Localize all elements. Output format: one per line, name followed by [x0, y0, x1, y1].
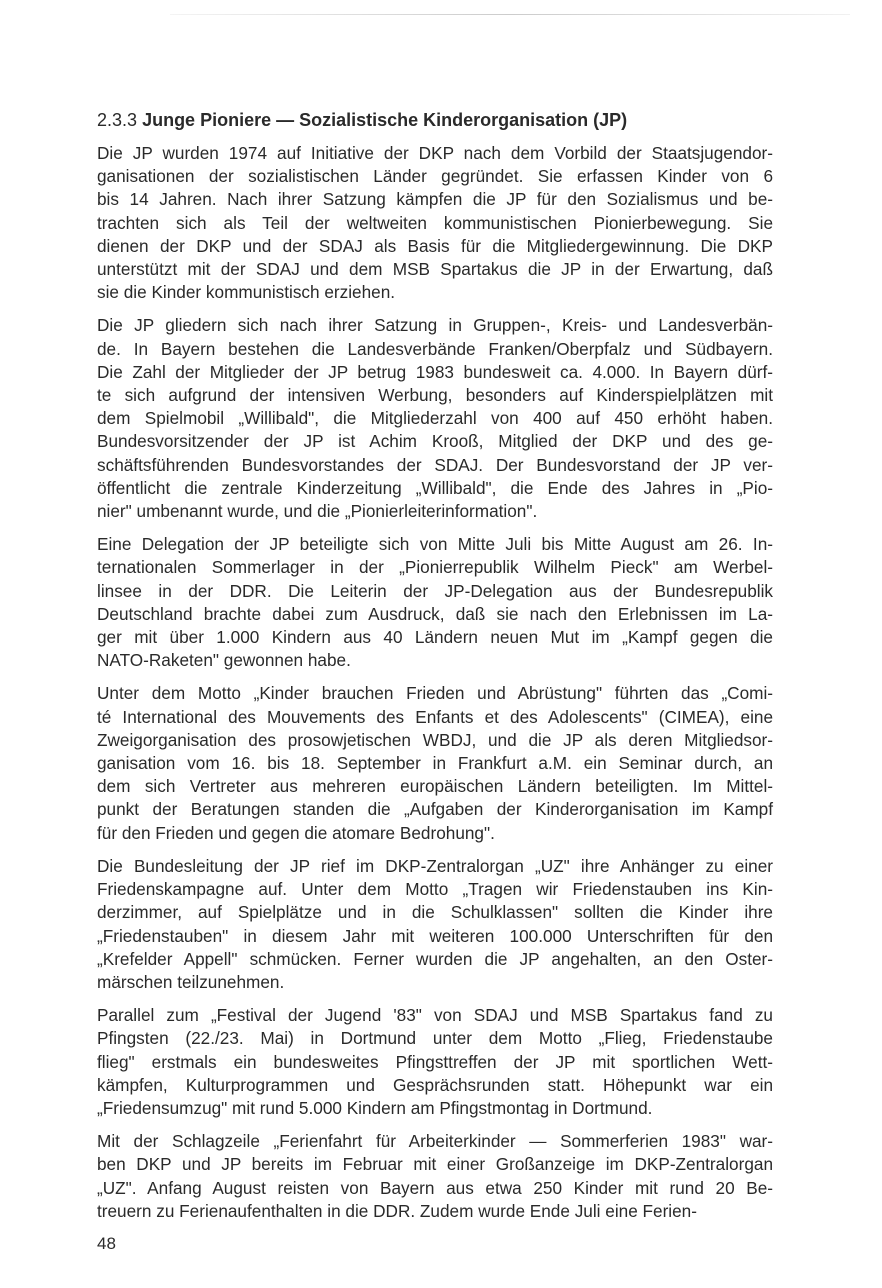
- text-line: öffentlicht die zentrale Kinderzeitung „Willibald", die Ende des Jahres in „Pio-: [97, 477, 773, 498]
- section-title: Junge Pioniere — Sozialistische Kinderorganisation (JP): [142, 110, 628, 130]
- text-line: schäftsführenden Bundesvorstandes der SDAJ. Der Bundesvorstand der JP ver-: [97, 454, 773, 475]
- body-text: [97, 142, 773, 1223]
- text-line: te sich aufgrund der intensiven Werbung, besonders auf Kinderspielplätzen mit: [97, 385, 773, 406]
- text-line: sie die Kinder kommunistisch erziehen.: [97, 282, 396, 303]
- text-line: „Friedensumzug" mit rund 5.000 Kindern am Pfingstmontag in Dortmund.: [97, 1097, 653, 1118]
- text-line: „UZ". Anfang August reisten von Bayern aus etwa 250 Kinder mit rund 20 Be-: [97, 1177, 773, 1198]
- text-line: Eine Delegation der JP beteiligte sich von Mitte Juli bis Mitte August am 26. In-: [97, 534, 773, 555]
- text-line: „Friedenstauben" in diesem Jahr mit weiteren 100.000 Unterschriften für den: [97, 925, 773, 946]
- paragraph: [97, 855, 773, 994]
- text-line: NATO-Raketen" gewonnen habe.: [97, 650, 351, 671]
- text-line: Die Zahl der Mitglieder der JP betrug 1983 bundesweit ca. 4.000. In Bayern dürf-: [97, 361, 773, 382]
- paragraph: [97, 682, 773, 844]
- text-line: Friedenskampagne auf. Unter dem Motto „Tragen wir Friedenstauben ins Kin-: [97, 879, 773, 900]
- paragraph: [97, 1130, 773, 1223]
- text-line: dienen der DKP und der SDAJ als Basis für die Mitgliedergewinnung. Die DKP: [97, 235, 773, 256]
- paragraph: [97, 1004, 773, 1120]
- text-line: ben DKP und JP bereits im Februar mit einer Großanzeige im DKP-Zentralorgan: [97, 1154, 773, 1175]
- text-line: linsee in der DDR. Die Leiterin der JP-Delegation aus der Bundesrepublik: [97, 580, 773, 601]
- text-line: punkt der Beratungen standen die „Aufgaben der Kinderorganisation im Kampf: [97, 799, 773, 820]
- text-line: dem sich Vertreter aus mehreren europäischen Ländern beteiligten. Im Mittel-: [97, 776, 773, 797]
- text-line: ger mit über 1.000 Kindern aus 40 Ländern neuen Mut im „Kampf gegen die: [97, 627, 773, 648]
- text-line: Die JP wurden 1974 auf Initiative der DKP nach dem Vorbild der Staatsjugendor-: [97, 143, 773, 163]
- text-line: Zweigorganisation des prosowjetischen WBDJ, und die JP als deren Mitgliedsor-: [97, 729, 773, 750]
- text-line: Mit der Schlagzeile „Ferienfahrt für Arbeiterkinder — Sommerferien 1983" war-: [97, 1131, 773, 1152]
- text-line: ternationalen Sommerlager in der „Pionierrepublik Wilhelm Pieck" am Werbel-: [97, 557, 773, 578]
- text-line: ganisation vom 16. bis 18. September in Frankfurt a.M. ein Seminar durch, an: [97, 753, 773, 774]
- text-line: Deutschland brachte dabei zum Ausdruck, daß sie nach den Erlebnissen im La-: [97, 603, 773, 624]
- text-line: Die JP gliedern sich nach ihrer Satzung in Gruppen-, Kreis- und Landesverbän-: [97, 315, 773, 336]
- page-body: [97, 108, 773, 1233]
- text-line: Bundesvorsitzender der JP ist Achim Krooß, Mitglied der DKP und des ge-: [97, 431, 773, 452]
- text-line: bis 14 Jahren. Nach ihrer Satzung kämpfen die JP für den Sozialismus und be-: [97, 189, 773, 210]
- text-line: treuern zu Ferienaufenthalten in die DDR. Zudem wurde Ende Juli eine Ferien-: [97, 1200, 697, 1221]
- text-line: ganisationen der sozialistischen Länder gegründet. Sie erfassen Kinder von 6: [97, 166, 773, 187]
- text-line: „Krefelder Appell" schmücken. Ferner wurden die JP angehalten, an den Oster-: [97, 948, 773, 969]
- text-line: kämpfen, Kulturprogrammen und Gesprächsrunden statt. Höhepunkt war ein: [97, 1074, 773, 1095]
- section-number: 2.3.3: [97, 110, 138, 130]
- paragraph: [97, 314, 773, 523]
- scan-artifact-line: [170, 14, 850, 15]
- text-line: Die Bundesleitung der JP rief im DKP-Zentralorgan „UZ" ihre Anhänger zu einer: [97, 855, 773, 876]
- paragraph: [97, 142, 773, 304]
- text-line: Parallel zum „Festival der Jugend '83" von SDAJ und MSB Spartakus fand zu: [97, 1005, 773, 1026]
- text-line: té International des Mouvements des Enfants et des Adolescents" (CIMEA), eine: [97, 706, 773, 727]
- text-line: für den Frieden und gegen die atomare Bedrohung".: [97, 822, 495, 843]
- text-line: derzimmer, auf Spielplätze und in die Schulklassen" sollten die Kinder ihre: [97, 902, 773, 923]
- section-heading: [97, 108, 773, 132]
- text-line: trachten sich als Teil der weltweiten kommunistischen Pionierbewegung. Sie: [97, 212, 773, 233]
- text-line: unterstützt mit der SDAJ und dem MSB Spartakus die JP in der Erwartung, daß: [97, 259, 773, 280]
- page-number: 48: [97, 1234, 116, 1253]
- text-line: dem Spielmobil „Willibald", die Mitgliederzahl von 400 auf 450 erhöht haben.: [97, 408, 773, 429]
- text-line: flieg" erstmals ein bundesweites Pfingsttreffen der JP mit sportlichen Wett-: [97, 1051, 773, 1072]
- text-line: nier" umbenannt wurde, und die „Pionierleiterinformation".: [97, 501, 538, 522]
- text-line: de. In Bayern bestehen die Landesverbände Franken/Oberpfalz und Südbayern.: [97, 338, 773, 359]
- text-line: märschen teilzunehmen.: [97, 971, 285, 992]
- text-line: Pfingsten (22./23. Mai) in Dortmund unter dem Motto „Flieg, Friedenstaube: [97, 1028, 773, 1049]
- text-line: Unter dem Motto „Kinder brauchen Frieden und Abrüstung" führten das „Comi-: [97, 683, 773, 704]
- paragraph: [97, 533, 773, 672]
